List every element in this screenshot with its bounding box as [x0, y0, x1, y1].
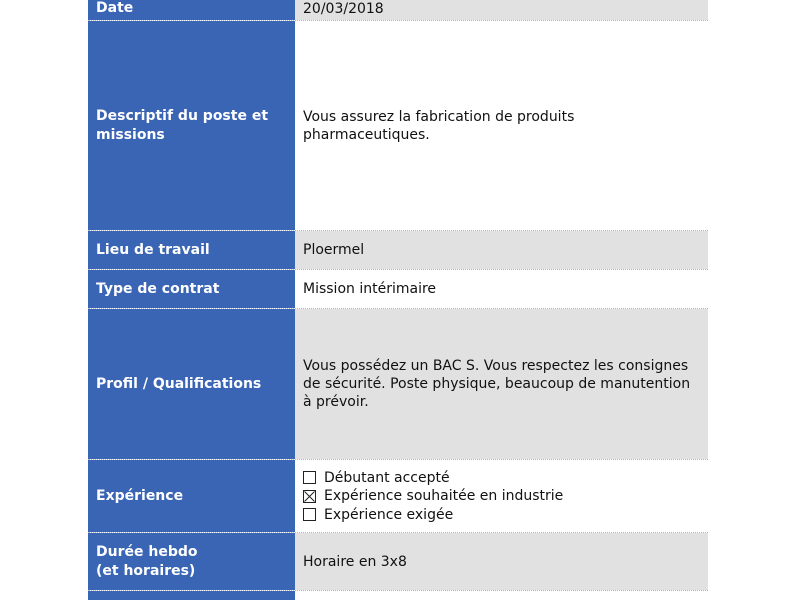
duree-label-line1: Durée hebdo — [96, 543, 198, 560]
descriptif-value: Vous assurez la fabrication de produits pharmaceutiques. — [295, 21, 708, 230]
experience-option-label: Expérience exigée — [324, 506, 454, 523]
row-descriptif — [88, 21, 708, 231]
lieu-label: Lieu de travail — [88, 231, 295, 269]
duree-label — [88, 533, 295, 590]
checkbox-unchecked-icon[interactable] — [303, 508, 316, 521]
contrat-value: Mission intérimaire — [295, 270, 708, 308]
next-value-partial — [295, 591, 708, 600]
duree-label-line2: (et horaires) — [96, 562, 196, 579]
job-offer-form-table — [88, 0, 708, 600]
row-next-partial — [88, 591, 708, 600]
experience-option-souhaitee[interactable] — [303, 487, 563, 506]
experience-label: Expérience — [88, 460, 295, 532]
row-contrat — [88, 270, 708, 309]
experience-option-debutant[interactable] — [303, 468, 563, 487]
next-label-partial — [88, 591, 295, 600]
lieu-value: Ploermel — [295, 231, 708, 269]
contrat-label: Type de contrat — [88, 270, 295, 308]
experience-option-label: Expérience souhaitée en industrie — [324, 488, 564, 504]
experience-checkbox-list — [303, 468, 563, 524]
row-duree — [88, 533, 708, 591]
date-value: 20/03/2018 — [295, 0, 708, 20]
profil-label: Profil / Qualifications — [88, 309, 295, 459]
checkbox-unchecked-icon[interactable] — [303, 471, 316, 484]
duree-value: Horaire en 3x8 — [295, 533, 708, 590]
experience-option-label: Débutant accepté — [324, 469, 450, 486]
row-profil — [88, 309, 708, 460]
profil-value: Vous possédez un BAC S. Vous respectez les consignes de sécurité. Poste physique, beaucoup de manutention à prévoir. — [295, 309, 708, 459]
date-label: Date — [88, 0, 295, 20]
row-experience — [88, 460, 708, 533]
descriptif-label: Descriptif du poste et missions — [88, 21, 295, 230]
experience-option-exigee[interactable] — [303, 505, 563, 524]
checkbox-checked-icon[interactable] — [303, 490, 316, 503]
row-lieu — [88, 231, 708, 270]
experience-options — [295, 460, 708, 532]
row-date — [88, 0, 708, 21]
